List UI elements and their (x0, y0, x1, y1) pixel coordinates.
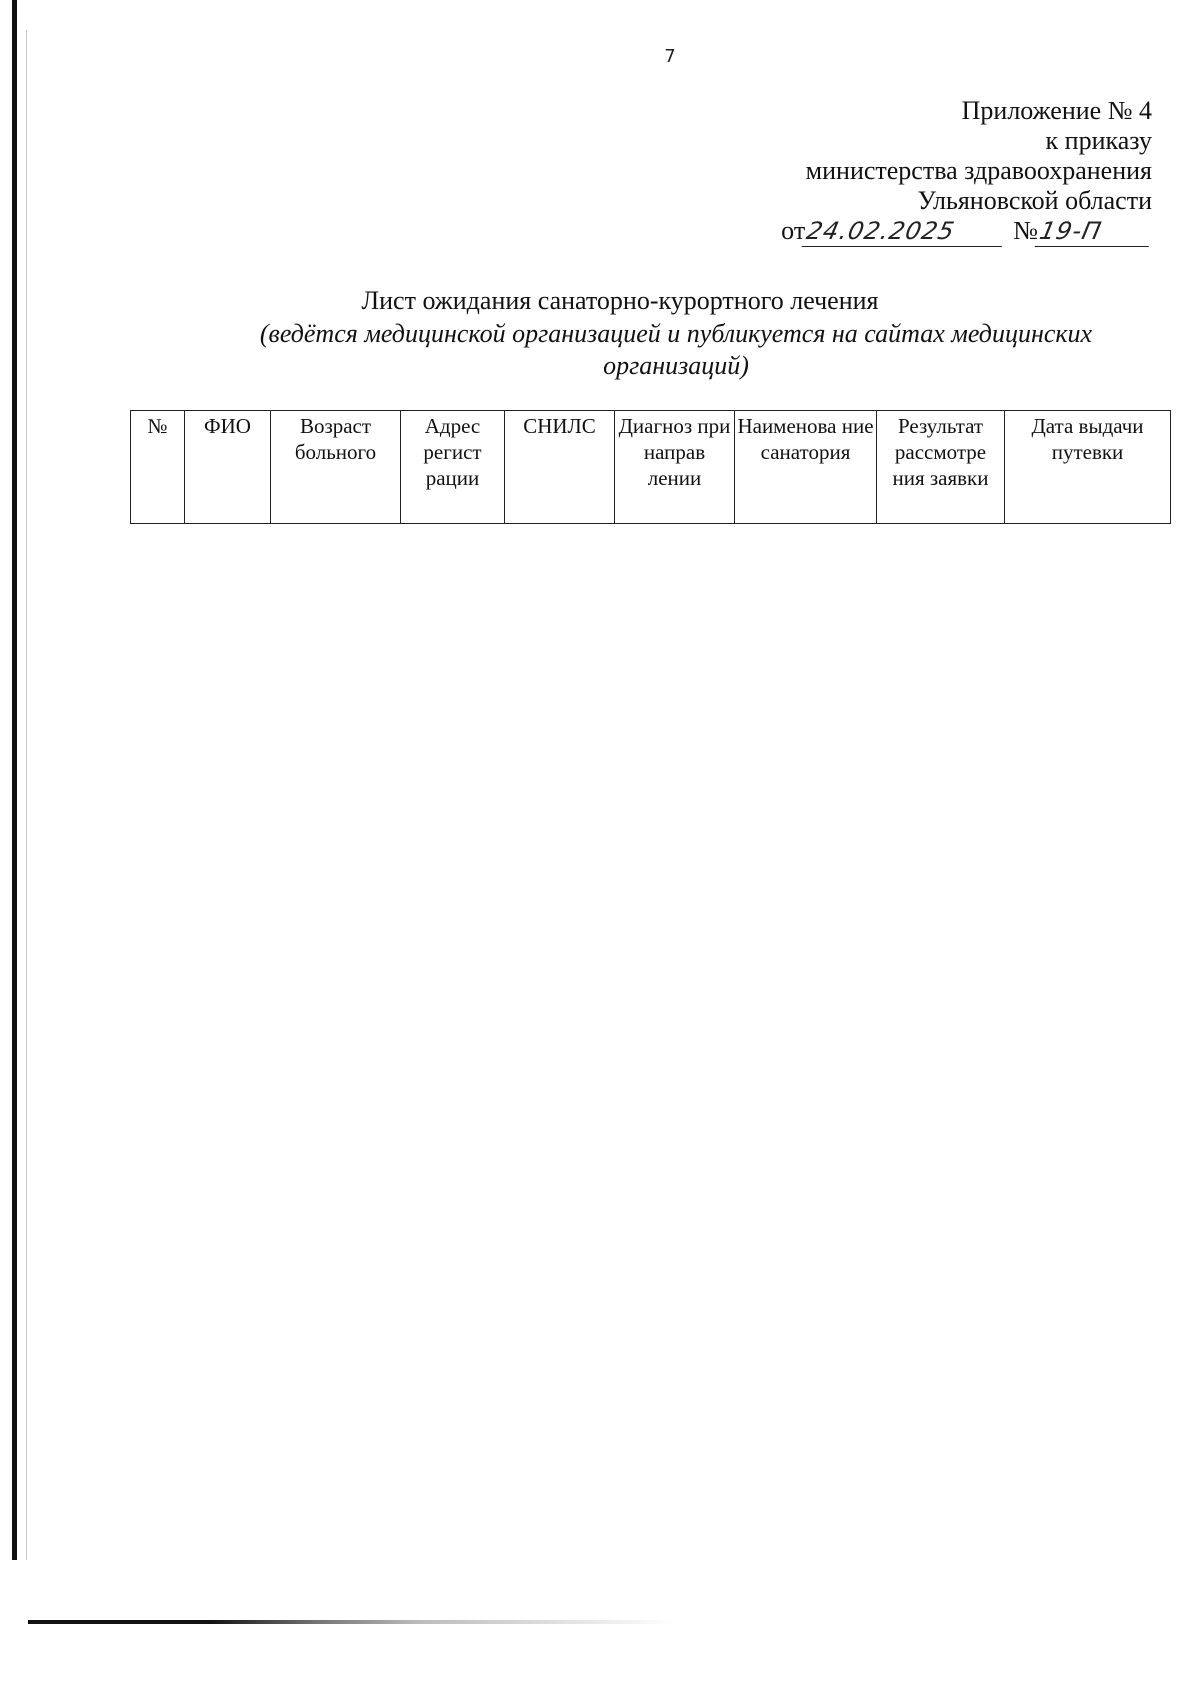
document-subtitle: (ведётся медицинской организацией и публикуется на сайтах медицинских организаций) (259, 319, 1093, 380)
header-voucher-issue-date: Дата выдачи путевки (1005, 411, 1171, 524)
order-date-number-line (781, 216, 1152, 247)
header-full-name: ФИО (185, 411, 271, 524)
appendix-ministry: министерства здравоохранения (805, 156, 1152, 185)
page-number: 7 (664, 46, 676, 67)
handwritten-order-number: 19-П (1035, 216, 1156, 247)
scan-bottom-artifact (28, 1620, 678, 1624)
waiting-list-table (130, 410, 1171, 524)
table-header-row (131, 411, 1171, 524)
appendix-order-ref: к приказу (1045, 126, 1152, 155)
number-prefix: № (1013, 216, 1038, 245)
document-title: Лист ожидания санаторно-курортного лечения (361, 286, 879, 315)
appendix-title: Приложение № 4 (961, 96, 1152, 125)
header-sanatorium-name: Наименова ние санатория (735, 411, 877, 524)
scan-left-margin-line (26, 30, 27, 1560)
date-prefix: от (781, 216, 806, 245)
scan-left-edge (12, 0, 17, 1560)
handwritten-date: 24.02.2025 (802, 216, 1009, 247)
appendix-region: Ульяновской области (917, 186, 1152, 215)
header-application-result: Результат рассмотре ния заявки (877, 411, 1005, 524)
header-referral-diagnosis: Диагноз при направ лении (615, 411, 735, 524)
header-registration-address: Адрес регист рации (401, 411, 505, 524)
header-snils: СНИЛС (505, 411, 615, 524)
header-number: № (131, 411, 185, 524)
header-patient-age: Возраст больного (271, 411, 401, 524)
appendix-block (781, 96, 1152, 247)
